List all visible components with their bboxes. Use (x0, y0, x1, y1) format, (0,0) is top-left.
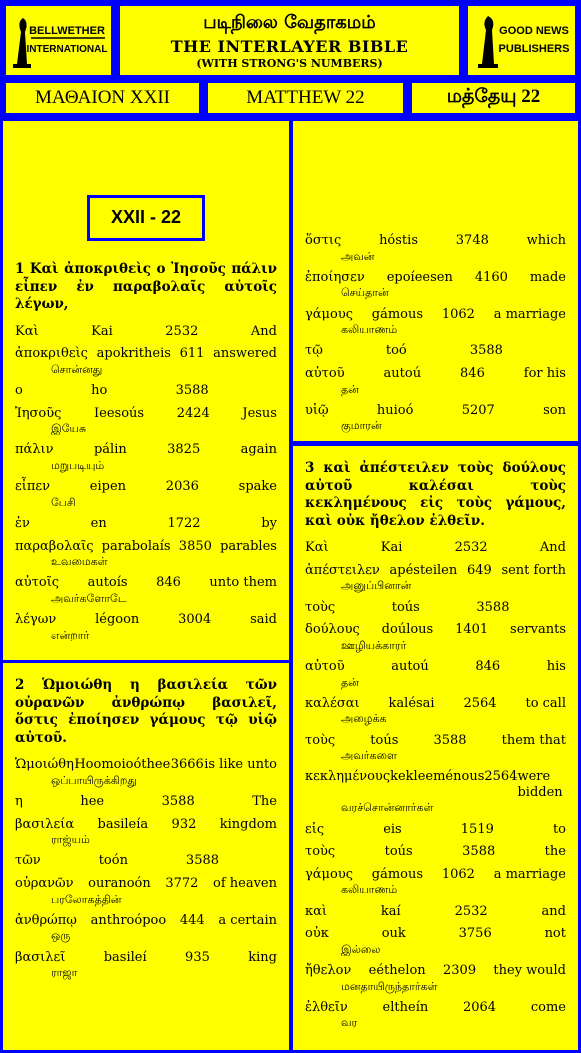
greek-word: τῷ (305, 343, 323, 359)
transliteration: basileía (97, 816, 149, 832)
strongs-number: 649 (466, 562, 492, 578)
transliteration: ouranoón (88, 875, 151, 891)
greek-word: Ὡμοιώθη (15, 757, 74, 773)
transliteration: Kai (91, 323, 113, 339)
word-entry-line (305, 270, 566, 286)
word-entry-line (15, 757, 277, 773)
tamil-gloss: சொன்னது (51, 362, 103, 376)
chapter-badge-label: XXII - 22 (110, 207, 182, 228)
word-entry (305, 540, 566, 556)
tamil-gloss: அவர்களை (341, 749, 397, 763)
transliteration: pálin (93, 442, 127, 458)
greek-word: βασιλεῖ (15, 949, 66, 965)
transliteration: doúlous (381, 622, 434, 638)
strongs-number: 611 (179, 346, 205, 362)
word-entry (305, 963, 566, 993)
tamil-gloss: ஊழியக்காரர் (341, 638, 407, 652)
word-entry-line (305, 822, 566, 838)
strongs-number: 2564 (463, 695, 497, 711)
word-entry-line (305, 540, 566, 556)
strongs-number: 3825 (167, 442, 201, 458)
word-entry (15, 876, 277, 906)
english-gloss: a marriage (493, 866, 566, 882)
word-entry-line (305, 403, 566, 419)
strongs-number: 846 (460, 365, 485, 381)
word-entry (15, 575, 277, 605)
word-entry (305, 696, 566, 726)
word-entry-line (305, 622, 566, 638)
english-gloss: king (248, 949, 277, 965)
greek-word: αὐτοῦ (305, 365, 345, 381)
word-entry (305, 343, 566, 359)
tamil-gloss: ஒரு (51, 929, 71, 943)
word-entry (15, 406, 277, 436)
tamil-gloss: உவமைகள் (51, 555, 108, 569)
word-entry (15, 479, 277, 509)
strongs-number: 1062 (441, 306, 475, 322)
word-entry (15, 516, 277, 532)
strongs-number: 3588 (462, 844, 496, 860)
greek-word: γάμους (305, 866, 354, 882)
tamil-gloss: வரச்சொன்னார்கள் (341, 801, 434, 815)
word-entry-line (305, 659, 566, 675)
greek-word: εἶπεν (15, 479, 51, 495)
word-entry (305, 844, 566, 860)
word-entry (15, 794, 277, 810)
english-gloss: unto them (209, 575, 277, 591)
tamil-gloss: அழைக்க (341, 712, 387, 726)
greek-word: ἐλθεῖν (305, 999, 348, 1015)
goodnews-logo (465, 3, 578, 78)
goodnews-logo-icon (472, 12, 572, 70)
strongs-number: 2424 (176, 405, 210, 421)
english-gloss: again (240, 442, 277, 458)
english-gloss: a marriage (493, 306, 566, 322)
word-entry (15, 612, 277, 642)
word-entry (305, 563, 566, 593)
word-entry (305, 403, 566, 433)
transliteration: en (90, 515, 107, 531)
word-entry (305, 1000, 566, 1030)
transliteration: huioó (376, 402, 414, 418)
transliteration: gámous (371, 866, 424, 882)
word-entry-line (305, 600, 566, 616)
word-entry (305, 926, 566, 956)
strongs-number: 2036 (165, 479, 199, 495)
verse-1-word-list (15, 324, 277, 642)
word-entry-line (15, 794, 277, 810)
strongs-number: 2532 (165, 323, 199, 339)
word-entry-line (305, 563, 566, 579)
greek-word: κεκλημένους (305, 769, 391, 785)
english-gloss: Jesus (242, 405, 277, 421)
transliteration: gámous (371, 306, 424, 322)
word-entry (15, 913, 277, 943)
greek-word: τοὺς (305, 732, 336, 748)
word-entry (305, 769, 566, 814)
word-entry-line (15, 516, 277, 532)
strongs-number: 3004 (178, 612, 212, 628)
english-gloss: not (544, 926, 566, 942)
greek-word: Καὶ (305, 540, 329, 556)
english-gloss: for his (523, 365, 566, 381)
band-greek-label: ΜΑΘΑΙΟΝ XXII (35, 87, 170, 108)
strongs-number: 3588 (476, 599, 510, 615)
greek-word: οὐκ (305, 926, 329, 942)
tamil-gloss: அவன் (341, 249, 375, 263)
word-entry-line (305, 343, 566, 359)
tamil-gloss: பேசி (51, 495, 76, 509)
verse-2-word-list (15, 757, 277, 979)
english-gloss: said (250, 612, 277, 628)
tamil-gloss: என்றார் (51, 628, 90, 642)
greek-word: ἐποίησεν (305, 269, 365, 285)
word-entry-line (305, 867, 566, 883)
band-tamil-label: மத்தேயு 22 (446, 86, 541, 107)
word-entry-line (15, 950, 277, 966)
tamil-gloss: பரலோகத்தின் (51, 892, 122, 906)
tamil-gloss: குமாரன் (341, 419, 382, 433)
greek-word: παραβολαῖς (15, 538, 94, 554)
transliteration: ho (91, 383, 108, 399)
transliteration: autoú (391, 658, 429, 674)
transliteration: kalésai (388, 695, 435, 711)
greek-word: τῶν (15, 853, 41, 869)
word-entry-line (305, 733, 566, 749)
word-entry-line (305, 926, 566, 942)
word-entry-line (15, 876, 277, 892)
transliteration: apésteilen (389, 562, 458, 578)
verse-3-text: 3 καὶ ἀπέστειλεν τοὺς δούλους αὐτοῦ καλέσαι τοὺς κεκλημένους εἰς τοὺς γάμους, καὶ οὐκ ἤθελον ἐλθεῖν. (305, 460, 566, 529)
transliteration: toón (98, 853, 128, 869)
word-entry (305, 233, 566, 263)
english-gloss: come (530, 999, 566, 1015)
word-entry-line (305, 233, 566, 249)
strongs-number: 3588 (185, 853, 220, 869)
transliteration: basileí (103, 949, 147, 965)
greek-word: ἀπέστειλεν (305, 562, 380, 578)
tamil-gloss: தன் (341, 675, 359, 689)
word-entry-line (15, 853, 277, 869)
word-entry (15, 853, 277, 869)
strongs-number: 3756 (458, 926, 492, 942)
english-gloss: them that (501, 732, 566, 748)
panel-verse-3 (293, 446, 578, 1050)
transliteration: légoon (95, 612, 140, 628)
strongs-number: 3588 (161, 793, 195, 809)
english-gloss: son (543, 402, 566, 418)
greek-word: Ἰησοῦς (15, 405, 62, 421)
word-entry (305, 822, 566, 838)
greek-word: αὐτοῦ (305, 658, 345, 674)
word-entry (305, 307, 566, 337)
strongs-number: 2064 (462, 999, 497, 1015)
transliteration: toús (370, 732, 399, 748)
strongs-number: 935 (185, 949, 210, 965)
word-entry (305, 904, 566, 920)
greek-word: εἰς (305, 821, 325, 837)
word-entry-line (305, 1000, 566, 1016)
svg-text:INTERNATIONAL: INTERNATIONAL (26, 43, 107, 55)
english-gloss: were bidden (517, 769, 563, 800)
tamil-gloss: கலியாணம் (341, 883, 398, 897)
transliteration: eltheín (382, 999, 429, 1015)
verse-1-text: 1 Καὶ ἀποκριθεὶς ο Ἰησοῦς πάλιν εἶπεν ἐν παραβολαῖς αὐτοῖς λέγων, (15, 261, 277, 313)
english-gloss: spake (238, 479, 277, 495)
english-gloss: which (526, 233, 566, 248)
transliteration: eis (383, 821, 402, 837)
title-block (117, 3, 462, 78)
word-entry (15, 442, 277, 472)
greek-word: ὅστις (305, 233, 342, 248)
word-entry (15, 950, 277, 980)
greek-word: ἐν (15, 515, 30, 531)
word-entry-line (305, 904, 566, 920)
word-entry (305, 600, 566, 616)
tamil-title: படிநிலை வேதாகமம் (203, 12, 376, 33)
word-entry (15, 757, 277, 787)
bellwether-logo (3, 3, 114, 78)
tamil-gloss: அவர்களோடே (51, 591, 127, 605)
word-entry (305, 659, 566, 689)
transliteration: kekleeménous (390, 769, 485, 785)
strongs-number: 846 (475, 658, 501, 674)
strongs-number: 3588 (175, 383, 209, 399)
tamil-gloss: அனுப்பினான் (341, 579, 412, 593)
verse-3-word-list (305, 540, 566, 1029)
tamil-gloss: இல்லை (341, 942, 381, 956)
english-gloss: parables (220, 538, 277, 554)
word-entry-line (15, 817, 277, 833)
english-gloss: by (261, 515, 277, 531)
greek-word: τοὺς (305, 844, 336, 860)
transliteration: apokritheis (96, 346, 171, 362)
transliteration: autoís (87, 575, 128, 591)
strongs-number: 3772 (165, 875, 199, 891)
transliteration: anthroópoo (90, 912, 167, 928)
english-gloss: they would (493, 963, 566, 978)
transliteration: toó (385, 343, 407, 359)
transliteration: Ieesoús (94, 405, 145, 421)
word-entry (15, 346, 277, 376)
english-gloss: a certain (218, 912, 277, 928)
band-tamil (409, 80, 578, 116)
word-entry-line (305, 366, 566, 382)
strongs-number: 3666 (170, 757, 204, 773)
word-entry-line (15, 913, 277, 929)
english-gloss: kingdom (219, 816, 277, 832)
word-entry-line (15, 575, 277, 591)
greek-word: τοὺς (305, 599, 336, 615)
strongs-number: 846 (156, 575, 181, 591)
greek-word: Καὶ (15, 323, 39, 339)
panel-verse-2-cont (293, 121, 578, 441)
strongs-number: 444 (179, 912, 205, 928)
word-entry-line (305, 769, 566, 800)
book-subtitle: (WITH STRONG'S NUMBERS) (196, 57, 383, 70)
greek-word: λέγων (15, 612, 57, 628)
tamil-gloss: கலியாணம் (341, 323, 398, 337)
word-entry-line (15, 442, 277, 458)
transliteration: eipen (89, 479, 127, 495)
transliteration: toús (391, 599, 420, 615)
tamil-gloss: செய்தான் (341, 286, 389, 300)
word-entry-line (15, 383, 277, 399)
greek-word: ο (15, 383, 23, 399)
strongs-number: 3588 (469, 343, 503, 359)
transliteration: epoíeesen (386, 269, 453, 285)
english-gloss: The (252, 793, 277, 809)
greek-word: οὐρανῶν (15, 875, 74, 891)
word-entry-line (305, 696, 566, 712)
word-entry (305, 622, 566, 652)
greek-word: γάμους (305, 306, 354, 322)
english-gloss: And (539, 540, 566, 556)
transliteration: hóstis (379, 233, 418, 248)
word-entry-line (15, 612, 277, 628)
transliteration: parabolaís (101, 538, 171, 554)
tamil-gloss: மறுபடியும் (51, 458, 105, 472)
book-title: THE INTERLAYER BIBLE (170, 37, 409, 56)
english-gloss: answered (213, 346, 277, 362)
greek-word: δούλους (305, 622, 360, 638)
greek-word: η (15, 793, 23, 809)
word-entry (15, 324, 277, 340)
greek-word: υἱῷ (305, 402, 329, 418)
word-entry (305, 270, 566, 300)
transliteration: hee (80, 793, 105, 809)
english-gloss: sent forth (501, 562, 566, 578)
english-gloss: and (541, 903, 566, 919)
english-gloss: made (529, 269, 566, 285)
english-gloss: servants (510, 622, 566, 638)
english-gloss: to (552, 821, 566, 837)
transliteration: autoú (383, 365, 422, 381)
word-entry-line (305, 307, 566, 323)
word-entry-line (15, 324, 277, 340)
transliteration: kaí (380, 903, 401, 919)
strongs-number: 2532 (454, 540, 488, 556)
strongs-number: 1722 (167, 515, 201, 531)
strongs-number: 2532 (454, 903, 488, 919)
strongs-number: 2309 (443, 963, 477, 978)
tamil-gloss: ராஜா (51, 966, 78, 980)
bellwether-logo-icon (9, 12, 109, 70)
svg-text:GOOD NEWS: GOOD NEWS (498, 24, 569, 37)
word-entry-line (15, 479, 277, 495)
transliteration: ouk (381, 926, 406, 942)
band-english (205, 80, 406, 116)
english-gloss: of heaven (213, 875, 277, 891)
tamil-gloss: தன் (341, 382, 359, 396)
svg-text:PUBLISHERS: PUBLISHERS (498, 42, 569, 55)
word-entry-line (15, 346, 277, 362)
svg-text:BELLWETHER: BELLWETHER (28, 24, 105, 37)
greek-word: αὐτοῖς (15, 575, 60, 591)
word-entry (15, 539, 277, 569)
tamil-gloss: இயேசு (51, 422, 87, 436)
english-gloss: to call (525, 695, 566, 711)
strongs-number: 4160 (474, 269, 508, 285)
english-gloss: is like unto (204, 757, 277, 773)
transliteration: toús (384, 844, 413, 860)
strongs-number: 3588 (433, 732, 467, 748)
strongs-number: 2564 (484, 769, 518, 785)
greek-word: ἤθελον (305, 963, 352, 978)
word-entry (305, 733, 566, 763)
strongs-number: 3850 (178, 538, 212, 554)
greek-word: καὶ (305, 903, 328, 919)
strongs-number: 932 (171, 816, 197, 832)
transliteration: Kai (380, 540, 403, 556)
band-greek (3, 80, 202, 116)
tamil-gloss: ஒப்பாயிருக்கிறது (51, 773, 137, 787)
strongs-number: 1519 (460, 821, 494, 837)
english-gloss: the (544, 844, 566, 860)
greek-word: ἀποκριθεὶς (15, 346, 88, 362)
greek-word: βασιλεία (15, 816, 75, 832)
tamil-gloss: ராஜ்யம் (51, 833, 90, 847)
strongs-number: 5207 (461, 402, 495, 418)
verse-2-cont-word-list (305, 233, 566, 433)
verse-2-text: 2 Ὡμοιώθη η βασιλεία τῶν οὐρανῶν ἀνθρώπῳ βασιλεῖ, ὅστις ἐποίησεν γάμους τῷ υἱῷ αὐτοῦ. (15, 677, 277, 746)
word-entry (15, 383, 277, 399)
tamil-gloss: வர (341, 1016, 358, 1030)
word-entry-line (305, 963, 566, 979)
tamil-gloss: மனதாயிருந்தார்கள் (341, 979, 438, 993)
word-entry (305, 366, 566, 396)
greek-word: καλέσαι (305, 695, 360, 711)
transliteration: Hoomoioóthee (74, 757, 171, 773)
word-entry (15, 817, 277, 847)
strongs-number: 3748 (455, 233, 489, 248)
strongs-number: 1401 (455, 622, 489, 638)
transliteration: eéthelon (368, 963, 426, 978)
english-gloss: his (546, 658, 566, 674)
word-entry (305, 867, 566, 897)
band-english-label: MATTHEW 22 (246, 87, 365, 108)
english-gloss: And (250, 323, 277, 339)
greek-word: ἀνθρώπῳ (15, 912, 77, 928)
word-entry-line (305, 844, 566, 860)
panel-verse-1 (3, 121, 289, 660)
word-entry-line (15, 406, 277, 422)
greek-word: πάλιν (15, 442, 54, 458)
word-entry-line (15, 539, 277, 555)
chapter-badge (87, 195, 205, 241)
panel-verse-2 (3, 663, 289, 1050)
strongs-number: 1062 (441, 866, 475, 882)
